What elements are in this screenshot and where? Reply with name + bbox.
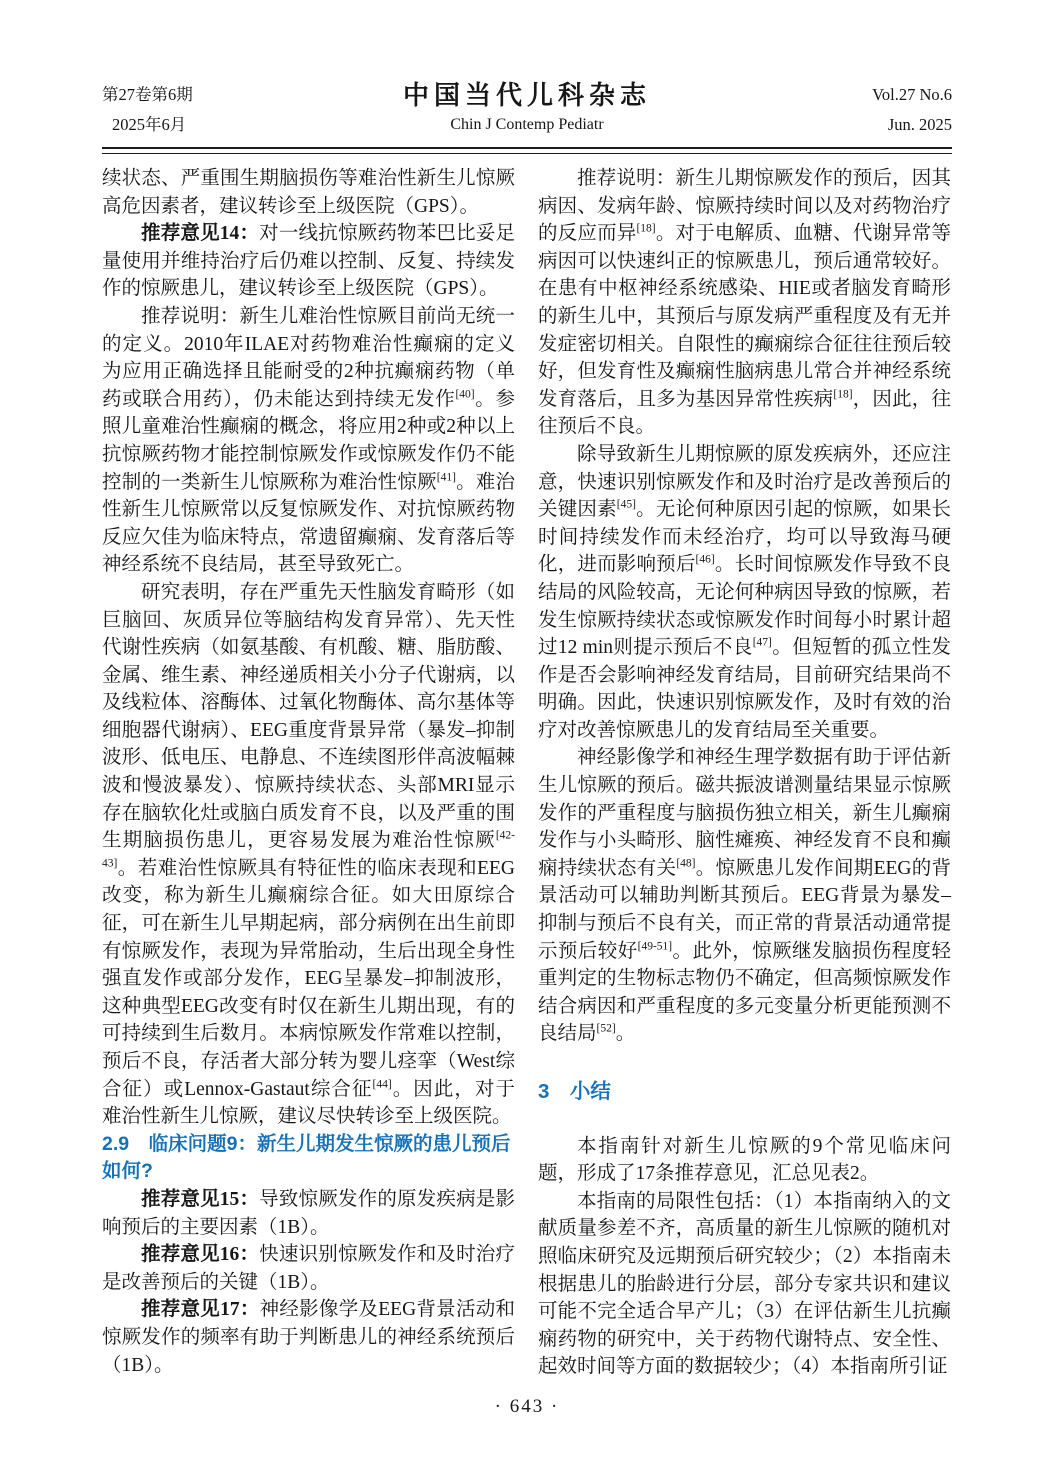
header-issue-block <box>102 80 292 140</box>
text-run: 神经影像学和神经生理学数据有助于评估新生儿惊厥的预后。磁共振波谱测量结果显示惊厥发作的严重程度与脑损伤独立相关，新生儿癫痫发作与小头畸形、脑性瘫痪、神经发育不良和癫痫持续状态有关 <box>538 747 951 879</box>
reference-superscript: [47] <box>752 636 772 649</box>
text-run: 。若难治性惊厥具有特征性的临床表现和EEG改变，称为新生儿癫痫综合征。如大田原综合征，可在新生儿早期起病，部分病例在出生前即有惊厥发作，表现为异常胎动，生后出现全身性强直发作或部分发作，EEG呈暴发–抑制波形，这种典型EEG改变有时仅在新生儿期出现，有的可持续到生后数月。本病惊厥发作常难以控制，预后不良，存活者大部分转为婴儿痉挛（West综合征）或Lennox-Gastaut综合征 <box>102 857 515 1100</box>
text-run: 神经影像学及EEG背景活动和惊厥发作的频率有助于判断患儿的神经系统预后（1B）。 <box>102 1299 515 1376</box>
text-run: 。 <box>615 1023 636 1045</box>
reference-superscript: [18] <box>833 388 853 401</box>
text-run: 快速识别惊厥发作和及时治疗是改善预后的关键（1B）。 <box>102 1244 515 1293</box>
reference-superscript: [41] <box>436 471 456 484</box>
header-divider-rule <box>102 147 952 154</box>
text-run: 。参照儿童难治性癫痫的概念，将应用2种或2种以上抗惊厥药物才能控制惊厥发作或惊厥发作仍不能控制的一类新生儿惊厥称为难治性惊厥 <box>102 388 515 493</box>
paragraph <box>538 1133 951 1188</box>
text-run: 。惊厥患儿发作间期EEG的背景活动可以辅助判断其预后。EEG背景为暴发–抑制与预后不良有关，而正常的背景活动通常提示预后较好 <box>538 857 951 962</box>
text-run: 2.9 临床问题9：新生儿期发生惊厥的患儿预后如何? <box>102 1132 511 1183</box>
paragraph <box>102 1186 515 1241</box>
text-run: 。但短暂的孤立性发作是否会影响神经发育结局，目前研究结果尚不明确。因此，快速识别惊厥发作，及时有效的治疗对改善惊厥患儿的发育结局至关重要。 <box>538 637 951 741</box>
paragraph <box>538 1188 951 1381</box>
text-run: 研究表明，存在严重先天性脑发育畸形（如巨脑回、灰质异位等脑结构发育异常）、先天性代谢性疾病（如氨基酸、有机酸、糖、脂肪酸、金属、维生素、神经递质相关小分子代谢病，以及线粒体、溶酶体、过氧化物酶体、高尔基体等细胞器代谢病）、EEG重度背景异常（暴发–抑制波形、低电压、电静息、不连续图形伴高波幅棘波和慢波暴发）、惊厥持续状态、头部MRI显示存在脑软化灶或脑白质发育不良，以及严重的围生期脑损伤患儿，更容易发展为难治性惊厥 <box>102 581 515 852</box>
text-run: 导致惊厥发作的原发疾病是影响预后的主要因素（1B）。 <box>102 1188 515 1238</box>
left-column <box>102 165 515 1381</box>
issue-number-cn: 第27卷第6期 <box>102 85 193 104</box>
paragraph <box>102 303 515 579</box>
recommendation-label: 推荐意见17： <box>141 1299 260 1321</box>
text-run: 。此外，惊厥继发脑损伤程度轻重判定的生物标志物仍不确定，但高频惊厥发作结合病因和严重程度的多元变量分析更能预测不良结局 <box>538 940 951 1045</box>
recommendation-label: 推荐意见15： <box>141 1188 260 1210</box>
paragraph <box>102 1296 515 1379</box>
paragraph <box>538 165 951 441</box>
text-run: 。难治性新生儿惊厥常以反复惊厥发作、对抗惊厥药物反应欠佳为临床特点，常遗留癫痫、发育落后等神经系统不良结局，甚至导致死亡。 <box>102 471 515 576</box>
reference-superscript: [48] <box>676 857 696 870</box>
reference-superscript: [49-51] <box>637 940 673 953</box>
reference-superscript: [18] <box>636 222 656 235</box>
issue-date-en: Jun. 2025 <box>887 115 952 134</box>
recommendation-label: 推荐意见16： <box>141 1244 260 1266</box>
paragraph <box>102 1241 515 1296</box>
text-run: 续状态、严重围生期脑损伤等难治性新生儿惊厥高危因素者，建议转诊至上级医院（GPS）。 <box>102 168 515 217</box>
reference-superscript: [42-43] <box>102 829 515 870</box>
journal-title-cn: 中国当代儿科杂志 <box>402 81 651 110</box>
reference-superscript: [52] <box>596 1022 616 1035</box>
paragraph <box>538 441 951 745</box>
recommendation-label: 推荐意见14： <box>141 223 260 245</box>
reference-superscript: [40] <box>455 388 475 401</box>
paragraph <box>102 165 515 220</box>
journal-title-en: Chin J Contemp Pediatr <box>450 116 604 133</box>
text-run: ，因此，往往预后不良。 <box>538 388 951 438</box>
text-run: 。因此，对于难治性新生儿惊厥，建议尽快转诊至上级医院。 <box>102 1078 515 1128</box>
section-heading <box>102 1131 515 1186</box>
article-body <box>102 165 952 1381</box>
text-run: 本指南针对新生儿惊厥的9个常见临床问题，形成了17条推荐意见，汇总见表2。 <box>538 1135 951 1185</box>
reference-superscript: [46] <box>695 553 715 566</box>
issue-date-cn: 2025年6月 <box>112 115 187 134</box>
header-title-block <box>292 80 762 138</box>
right-column <box>538 165 951 1381</box>
section-heading <box>538 1078 951 1106</box>
text-run: 。无论何种原因引起的惊厥，如果长时间持续发作而未经治疗，均可以导致海马硬化，进而影响预后 <box>538 499 951 576</box>
text-run: 推荐说明：新生儿难治性惊厥目前尚无统一的定义。2010年ILAE对药物难治性癫痫的定义为应用正确选择且能耐受的2种抗癫痫药物（单药或联合用药），仍未能达到持续无发作 <box>102 305 515 410</box>
volume-number-en: Vol.27 No.6 <box>872 85 952 104</box>
paragraph <box>102 220 515 303</box>
text-run: 推荐说明：新生儿期惊厥发作的预后，因其病因、发病年龄、惊厥持续时间以及对药物治疗的反应而异 <box>538 168 951 245</box>
text-run: 。长时间惊厥发作导致不良结局的风险较高，无论何种病因导致的惊厥，若发生惊厥持续状态或惊厥发作时间每小时累计超过12 min则提示预后不良 <box>538 554 951 659</box>
reference-superscript: [44] <box>372 1078 392 1091</box>
paragraph <box>538 744 951 1048</box>
page-number: · 643 · <box>494 1395 560 1417</box>
journal-header <box>102 80 952 140</box>
paragraph <box>102 579 515 1131</box>
header-volume-block <box>762 80 952 140</box>
text-run: 本指南的局限性包括：（1）本指南纳入的文献质量参差不齐，高质量的新生儿惊厥的随机对照临床研究及远期预后研究较少；（2）本指南未根据患儿的胎龄进行分层，部分专家共识和建议可能不完全适合早产儿；（3）在评估新生儿抗癫痫药物的研究中，关于药物代谢特点、安全性、起效时间等方面的数据较少；（4）本指南所引证 <box>538 1190 951 1378</box>
text-run: 对一线抗惊厥药物苯巴比妥足量使用并维持治疗后仍难以控制、反复、持续发作的惊厥患儿，建议转诊至上级医院（GPS）。 <box>102 223 515 300</box>
text-run: 。对于电解质、血糖、代谢异常等病因可以快速纠正的惊厥患儿，预后通常较好。在患有中枢神经系统感染、HIE或者脑发育畸形的新生儿中，其预后与原发病严重程度及有无并发症密切相关。自限性的癫痫综合征往往预后较好，但发育性及癫痫性脑病患儿常合并神经系统发育落后，且多为基因异常性疾病 <box>538 223 951 410</box>
text-run: 3 小结 <box>538 1080 611 1103</box>
text-run: 除导致新生儿期惊厥的原发疾病外，还应注意，快速识别惊厥发作和及时治疗是改善预后的关键因素 <box>538 443 951 521</box>
reference-superscript: [45] <box>616 498 636 511</box>
